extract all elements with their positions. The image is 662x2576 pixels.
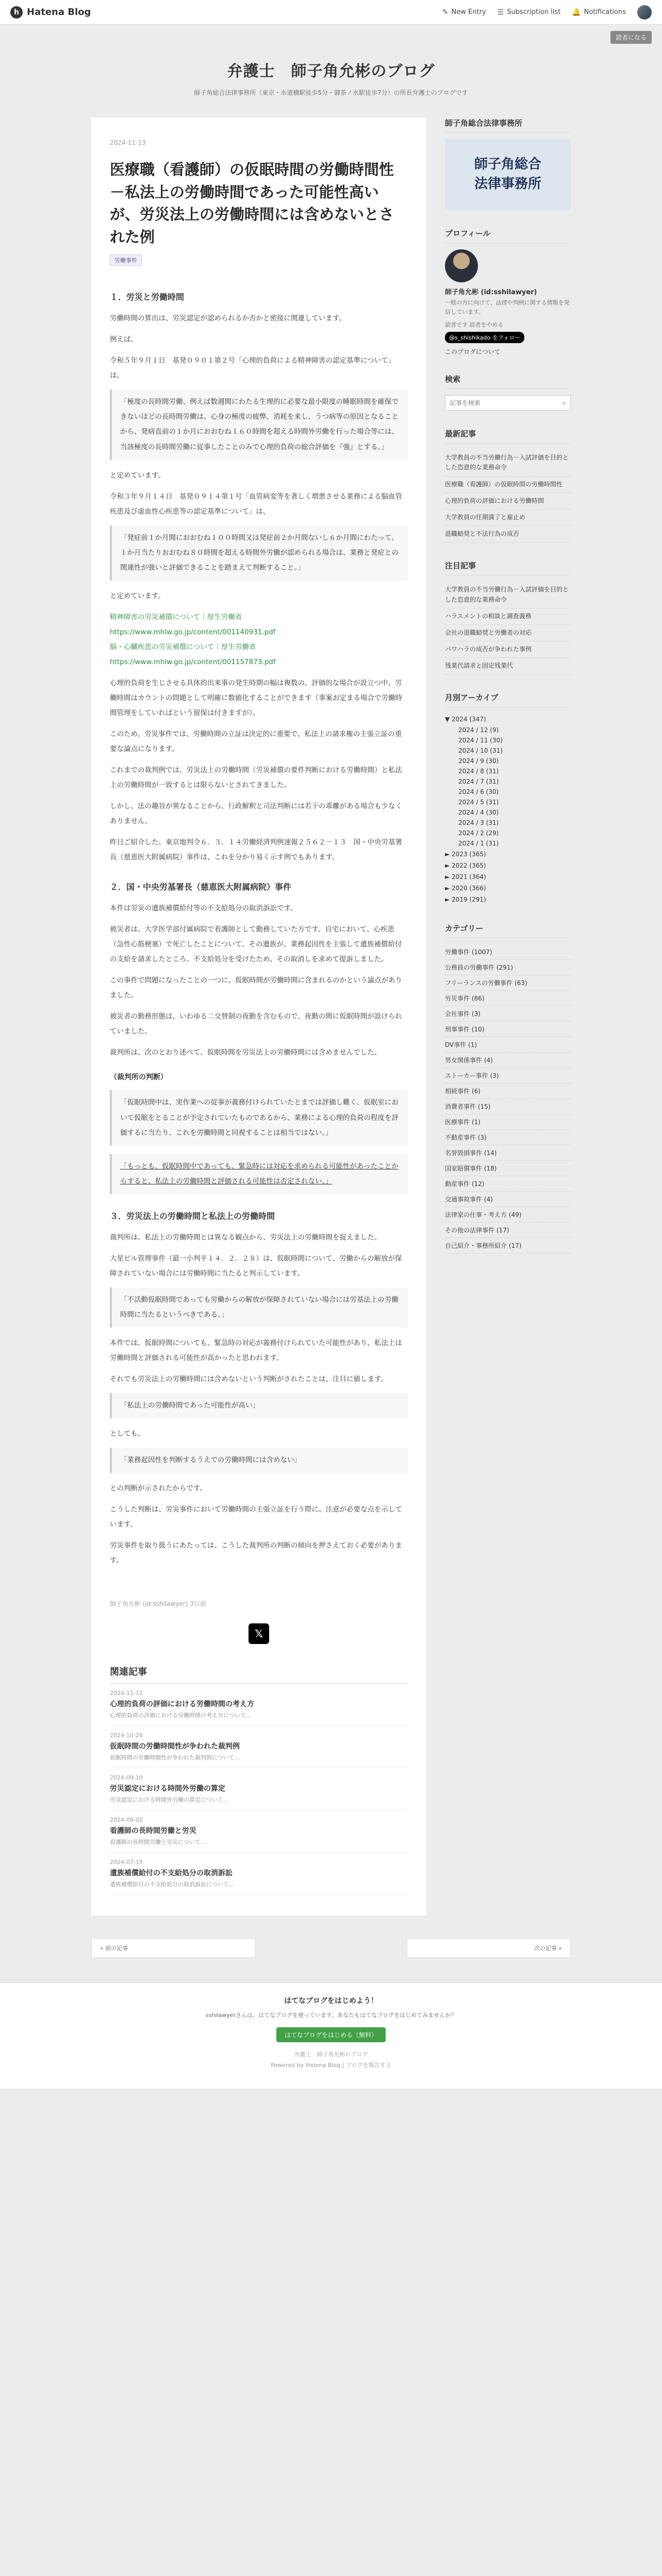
paragraph: 労働時間の算出は、労災認定が認められるか否かと密接に関連しています。 xyxy=(110,314,346,323)
underlined-quote: 「もっとも、仮眠時間中であっても、緊急時には対応を求められる可能性があったことからすると、私法上の労働時間と評価される可能性は否定されない。」 xyxy=(120,1162,399,1185)
top-nav xyxy=(442,5,652,20)
profile-title: プロフィール xyxy=(445,228,571,243)
related-date: 2024-09-10 xyxy=(110,1774,143,1782)
category-link[interactable]: 相続事件 (6) xyxy=(445,1083,571,1099)
paragraph: 例えば、 xyxy=(110,335,138,344)
subscription-label: Subscription list xyxy=(507,8,561,16)
reader-row xyxy=(0,25,662,44)
blog-title[interactable]: 弁護士 師子角允彬のブログ xyxy=(227,62,435,80)
paragraph: 令和５年９月１日 基発０９０１第２号「心理的負荷による精神障害の認定基準について」は、 xyxy=(110,357,395,380)
popular-article-link[interactable]: ハラスメントの相談と調査義務 xyxy=(445,608,571,625)
top-bar xyxy=(0,0,662,25)
subsection-heading: （裁判所の判断） xyxy=(110,1073,168,1082)
paragraph: 心理的負荷を生じさせる具体的出来事の発生時期の幅は複数の、評価的な場合が設立つ中、労働時間はカウントの問題として明確に数値化することができます（事案お定まる場合で労働時間管理をしていればという留保は付きますが）。 xyxy=(110,679,402,717)
category-link[interactable]: 刑事事件 (10) xyxy=(445,1022,571,1037)
profile-text: 一般の方に向けて、法律や判例に関する情報を発信しています。 xyxy=(445,299,570,315)
paragraph: 本件では、仮眠時間についても、緊急時の対応が義務付けられていた可能性があり、私法上は労働時間と評価される可能性が高かったと思われます。 xyxy=(110,1339,402,1363)
popular-module xyxy=(445,560,571,674)
share-row xyxy=(110,1623,408,1644)
category-link[interactable]: 公務員の労働事件 (291) xyxy=(445,960,571,975)
related-heading: 関連記事 xyxy=(110,1665,408,1684)
related-date: 2024-07-19 xyxy=(110,1859,143,1866)
recent-article-link[interactable]: 退職勧奨と不法行為の成否 xyxy=(445,526,571,543)
recent-article-link[interactable]: 医療職（看護師）の仮眠時間の労働時間性 xyxy=(445,477,571,493)
related-snippet: 仮眠時間の労働時間性が争われた裁判例について... xyxy=(110,1754,240,1761)
recent-article-link[interactable]: 大学教員の不当労働行為－入試評価を目的とした恣意的な業務命令 xyxy=(445,450,571,476)
search-module xyxy=(445,374,571,411)
footer xyxy=(0,1982,662,2089)
related-snippet: 遺族補償給付の不支給処分の取消訴訟について... xyxy=(110,1881,235,1888)
blog-description: 師子角総合法律事務所（東京・水道橋駅徒歩5分・御茶ノ水駅徒歩7分）の所長弁護士のブログです xyxy=(194,89,468,96)
category-link[interactable]: 医療事件 (1) xyxy=(445,1114,571,1130)
link-cardio[interactable]: 脳・心臓疾患の労災補償について｜厚生労働省 xyxy=(110,642,256,651)
search-icon[interactable]: ⌕ xyxy=(562,399,566,407)
category-link[interactable]: 動産事件 (12) xyxy=(445,1176,571,1192)
category-link[interactable]: 会社事件 (3) xyxy=(445,1006,571,1022)
category-link[interactable]: 名誉毀損事件 (14) xyxy=(445,1145,571,1161)
paragraph: 本件は労災の遺族補償給付等の不支給処分の取消訴訟です。 xyxy=(110,904,297,913)
related-snippet: 看護師の長時間労働と労災について... xyxy=(110,1839,206,1846)
notifications-label: Notifications xyxy=(584,8,626,16)
category-link[interactable]: 交通事故事件 (4) xyxy=(445,1192,571,1207)
category-tag[interactable]: 労働事件 xyxy=(110,255,142,266)
popular-article-link[interactable]: パワハラの成否が争われた事例 xyxy=(445,641,571,658)
recent-module xyxy=(445,428,571,543)
related-title[interactable]: 看護師の長時間労働と労災 xyxy=(110,1827,196,1836)
archive-month[interactable]: 2024 / 2 (29) xyxy=(458,829,499,837)
archive-year[interactable]: ► 2019 (291) xyxy=(445,896,486,904)
search-box xyxy=(445,395,571,411)
section-heading: ３．労災法上の労働時間と私法上の労働時間 xyxy=(110,1211,275,1221)
x-share-icon[interactable]: 𝕏 xyxy=(249,1623,269,1644)
pencil-icon: ✎ xyxy=(442,8,449,16)
popular-article-link[interactable]: 大学教員の不当労働行為－入試評価を目的とした恣意的な業務命令 xyxy=(445,582,571,608)
popular-article-link[interactable]: 残業代請求と固定残業代 xyxy=(445,658,571,674)
archive-month[interactable]: 2024 / 4 (30) xyxy=(458,809,499,817)
list-icon: ☰ xyxy=(497,8,504,16)
paragraph: 被災者の勤務形態は、いわゆる二交替制の夜勤を含むもので、夜勤の間に仮眠時間が設けられていました。 xyxy=(110,1012,402,1036)
archive-year[interactable]: ► 2020 (366) xyxy=(445,885,486,892)
archive-month[interactable]: 2024 / 11 (30) xyxy=(458,737,503,744)
hatena-logo-icon: h xyxy=(10,6,23,19)
quote xyxy=(110,1154,408,1194)
footer-blog-name[interactable]: 弁護士 師子角允彬のブログ xyxy=(294,2051,368,2058)
link-mental-disorder[interactable]: 精神障害の労災補償について｜厚生労働省 xyxy=(110,613,242,621)
related-item[interactable] xyxy=(110,1853,408,1895)
archive-year[interactable]: ► 2021 (364) xyxy=(445,873,486,881)
bell-icon: 🔔 xyxy=(572,8,581,16)
related-snippet: 心理的負荷の評価における労働時間の考え方について... xyxy=(110,1712,252,1719)
archive-year[interactable]: ► 2023 (365) xyxy=(445,851,486,858)
archive-month[interactable]: 2024 / 3 (31) xyxy=(458,819,499,827)
category-link[interactable]: 国家賠償事件 (18) xyxy=(445,1161,571,1176)
entry-content xyxy=(110,289,408,1568)
about-blog-link[interactable]: このブログについて xyxy=(445,348,501,356)
profile-name[interactable]: 師子角允彬 (id:sshilawyer) xyxy=(445,289,537,296)
prev-article-button[interactable]: « 前の記事 xyxy=(91,1938,255,1958)
category-link[interactable]: フリーランスの労働事件 (63) xyxy=(445,975,571,991)
paragraph: と定めています。 xyxy=(110,471,165,480)
link-mental-disorder-url[interactable]: https://www.mhlw.go.jp/content/001140931.pdf xyxy=(110,628,276,636)
category-link[interactable]: 不動産事件 (3) xyxy=(445,1130,571,1145)
new-entry-link[interactable] xyxy=(442,8,486,16)
paragraph: こうした判断は、労災事件において労働時間の主張立証を行う際に、注意が必要な点を示しています。 xyxy=(110,1505,402,1529)
popular-title: 注目記事 xyxy=(445,560,571,575)
related-date: 2024-10-28 xyxy=(110,1732,143,1739)
archive-month[interactable]: 2024 / 10 (31) xyxy=(458,747,503,755)
paragraph: このため、労災事件では、労働時間の立証は決定的に重要で、私法上の請求権の主張立証の重要な論点になります。 xyxy=(110,730,402,753)
search-title: 検索 xyxy=(445,374,571,389)
quote: 「仮眠時間中は、実作業への従事が義務付けられていたとまでは評価し難く、仮眠室において仮眠をとることが予定されていたものであるから、業務による心理的負荷の程度を評価するに当たり、これを労働時間と同視することは相当ではない。」 xyxy=(110,1090,408,1145)
recent-article-link[interactable]: 心理的負荷の評価における労働時間 xyxy=(445,493,571,510)
section-heading: ２．国・中央労基署長（慈恵医大附属病院）事件 xyxy=(110,882,292,892)
link-cardio-url[interactable]: https://www.mhlw.go.jp/content/001157873.pdf xyxy=(110,657,276,666)
paragraph: 裁判所は、次のとおり述べて、仮眠時間を労災法上の労働時間には含めませんでした。 xyxy=(110,1048,382,1057)
paragraph: と定めています。 xyxy=(110,591,165,600)
paragraph: しかし、法の趣旨が異なることから、行政解釈と司法判断には若干の乖離がある場合も少なくありません。 xyxy=(110,802,402,825)
recent-title: 最新記事 xyxy=(445,428,571,444)
archive-month[interactable]: 2024 / 8 (31) xyxy=(458,768,499,775)
footer-question: はてなブログをはじめよう！ xyxy=(284,1997,378,2006)
entry-date[interactable]: 2024-11-13 xyxy=(110,139,146,146)
archive-month[interactable]: 2024 / 7 (31) xyxy=(458,778,499,786)
category-link[interactable]: 自己紹介・事務所紹介 (17) xyxy=(445,1238,571,1253)
profile-module xyxy=(445,228,571,356)
firm-module xyxy=(445,117,571,210)
firm-sign-text: 師子角総合法律事務所 xyxy=(474,157,541,192)
sidebar xyxy=(445,117,571,1271)
paragraph: それでも労災法上の労働時間には含めないという判断がされたことは、注目に値します。 xyxy=(110,1375,388,1384)
related-title[interactable]: 心理的負荷の評価における労働時間の考え方 xyxy=(110,1700,254,1709)
paragraph: 大星ビル管理事件（最一小判平１４．２．２８）は、仮眠時間について、労働からの解放が保障されていない場合には労働時間に当たると判示しています。 xyxy=(110,1254,402,1278)
x-follow-button[interactable]: @s_shishikado をフォロー xyxy=(445,332,524,343)
archive-module xyxy=(445,692,571,905)
related-item[interactable] xyxy=(110,1768,408,1810)
archive-month[interactable]: 2024 / 12 (9) xyxy=(458,726,499,734)
archive-month[interactable]: 2024 / 9 (30) xyxy=(458,757,499,765)
recent-article-link[interactable]: 大学教員の任期満了と雇止め xyxy=(445,510,571,526)
category-module xyxy=(445,923,571,1253)
section-heading: １．労災と労働時間 xyxy=(110,292,185,302)
archive-title: 月別アーカイブ xyxy=(445,692,571,707)
article xyxy=(91,117,426,1916)
profile-avatar[interactable] xyxy=(445,249,478,282)
footer-powered[interactable]: Powered by Hatena Blog | ブログを報告する xyxy=(271,2062,391,2069)
archive-year[interactable]: ▼ 2024 (347) xyxy=(445,716,486,723)
quote: 「発症前１か月間におおむね１００時間又は発症前２か月間ないし６か月間にわたって、１か月当たりおおむね８０時間を超える時間外労働が認められる場合は、業務と発症との関連性が強いと評価できることを踏まえて判断すること。」 xyxy=(110,526,408,581)
paragraph: 令和３年９月１４日 基発０９１４第１号「血管病変等を著しく増悪させる業務による脳血管疾患及び虚血性心疾患等の認定基準について」は、 xyxy=(110,492,402,516)
paragraph: との判断が示されたからです。 xyxy=(110,1484,207,1493)
user-avatar[interactable] xyxy=(637,5,652,20)
related-item[interactable] xyxy=(110,1684,408,1726)
category-title: カテゴリー xyxy=(445,923,571,938)
quote: 「業務起因性を判断するうえでの労働時間には含めない」 xyxy=(110,1448,408,1473)
entry-footer-meta[interactable]: 師子角允彬 (id:sshilawyer) 3日前 xyxy=(110,1600,206,1608)
paragraph: としても、 xyxy=(110,1430,145,1438)
footer-meta xyxy=(0,2049,662,2071)
entry-title[interactable]: 医療職（看護師）の仮眠時間の労働時間性－私法上の労働時間であった可能性高いが、労災法上の労働時間には含めないとされた例 xyxy=(110,161,394,246)
quote: 「不活動仮眠時間であっても労働からの解放が保障されていない場合には労基法上の労働時間に当たるというべきである。」 xyxy=(110,1287,408,1328)
brand-label: Hatena Blog xyxy=(27,7,91,18)
category-link[interactable]: 男女関係事件 (4) xyxy=(445,1053,571,1068)
archive-month[interactable]: 2024 / 1 (31) xyxy=(458,840,499,848)
category-link[interactable]: 消費者事件 (15) xyxy=(445,1099,571,1114)
category-link[interactable]: 法律家の仕事・考え方 (49) xyxy=(445,1207,571,1223)
start-blog-button[interactable]: はてなブログをはじめる（無料） xyxy=(276,2027,386,2042)
firm-signboard-image[interactable] xyxy=(445,139,571,210)
paragraph: 労災事件を取り扱うにあたっては、こうした裁判所の判断の傾向を押さえておく必要があります。 xyxy=(110,1541,402,1565)
pager xyxy=(91,1938,571,1958)
firm-module-title: 師子角総合法律事務所 xyxy=(445,117,571,133)
paragraph: これまでの裁判例では、労災法上の労働時間（労災補償の要件判断における労働時間）と私法上の労働時間が一致するとは限らないとされてきました。 xyxy=(110,766,402,789)
category-link[interactable]: ストーカー事件 (3) xyxy=(445,1068,571,1083)
archive-year[interactable]: ► 2022 (365) xyxy=(445,862,486,870)
paragraph: この事件で問題になったことの一つに、仮眠時間が労働時間に含まれるのかという論点がありました。 xyxy=(110,976,402,1000)
related-articles xyxy=(110,1665,408,1895)
category-link[interactable]: DV事件 (1) xyxy=(445,1037,571,1053)
paragraph: 昨日ご紹介した、東京地判令６．３．１４労働経済判例速報２５６２－１３ 国・中央労基署長（慈恵医大附属病院）事件は、これを分かり易く示す例でもあります。 xyxy=(110,838,402,861)
related-title[interactable]: 遺族補償給付の不支給処分の取消訴訟 xyxy=(110,1869,233,1878)
related-date: 2024-08-02 xyxy=(110,1817,143,1824)
quote: 「私法上の労働時間であった可能性が高い」 xyxy=(110,1393,408,1418)
blog-header xyxy=(0,44,662,117)
reader-button[interactable]: 読者になる xyxy=(610,31,652,44)
related-snippet: 労災認定における時間外労働の算定について... xyxy=(110,1797,229,1804)
paragraph: 裁判所は、私法上の労働時間とは異なる観点から、労災法上の労働時間を捉えました。 xyxy=(110,1233,382,1242)
related-title[interactable]: 労災認定における時間外労働の算定 xyxy=(110,1785,225,1793)
page-container xyxy=(91,117,571,1916)
paragraph: 被災者は、大学医学部付属病院で看護師として勤務していた方です。自宅において、心疾患（急性心筋梗塞）で死亡したことについて、その遺族が、業務起因性を主張して遺族補償給付の支給を請求したところ、不支給処分を受けたため、その取消しを求めて提訴しました。 xyxy=(110,925,402,964)
quote: 「極度の長時間労働、例えば数週間にわたる生理的に必要な最小限度の睡眠時間を確保できないほどの長時間労働は、心身の極度の疲弊、消耗を来し、うつ病等の原因となることから、発病直前の１か月におおむね１６０時間を超える時間外労働を行った場合等には、当該極度の長時間労働に従事したことのみで心理的負荷の総合評価を『強』とする。」 xyxy=(110,389,408,460)
archive-month[interactable]: 2024 / 6 (30) xyxy=(458,788,499,796)
related-item[interactable] xyxy=(110,1810,408,1853)
footer-text: sshilawyerさんは、はてなブログを使っています。あなたもはてなブログをはじめてみませんか？ xyxy=(205,2012,457,2019)
related-item[interactable] xyxy=(110,1726,408,1768)
search-input[interactable] xyxy=(450,399,562,406)
category-link[interactable]: 労働事件 (1007) xyxy=(445,944,571,960)
related-title[interactable]: 仮眠時間の労働時間性が争われた裁判例 xyxy=(110,1742,240,1751)
related-date: 2024-11-12 xyxy=(110,1690,143,1697)
popular-article-link[interactable]: 会社の退職勧奨と労働者の対応 xyxy=(445,625,571,641)
new-entry-label: New Entry xyxy=(451,8,486,16)
subscription-link[interactable] xyxy=(498,8,561,16)
archive-month[interactable]: 2024 / 5 (31) xyxy=(458,799,499,806)
next-article-button[interactable]: 次の記事 » xyxy=(407,1938,571,1958)
readers-count[interactable]: 読者です 読者をやめる xyxy=(445,321,504,329)
category-link[interactable]: その他の法律事件 (17) xyxy=(445,1223,571,1238)
hatena-brand[interactable] xyxy=(10,6,91,19)
notifications-link[interactable] xyxy=(572,8,626,16)
category-link[interactable]: 労災事件 (86) xyxy=(445,991,571,1006)
